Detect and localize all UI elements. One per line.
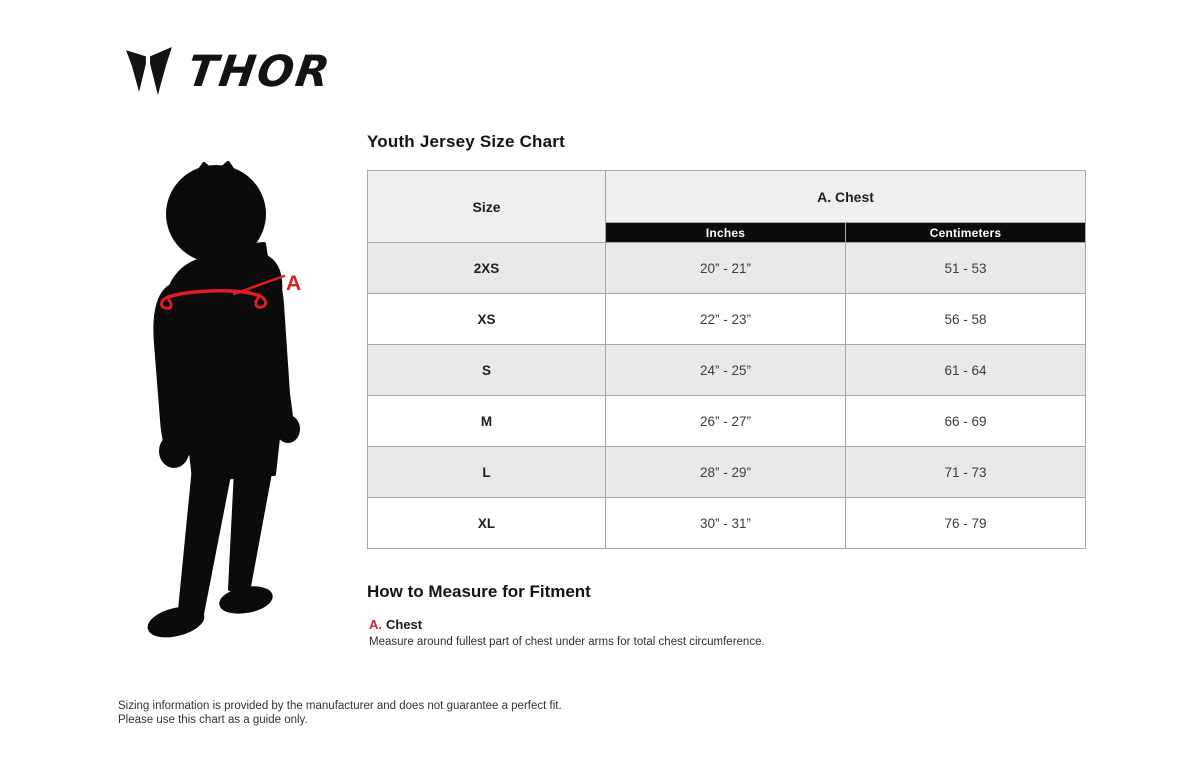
- table-row: [368, 447, 1086, 498]
- cell-centimeters: 56 - 58: [846, 294, 1086, 345]
- disclaimer-line-1: Sizing information is provided by the manufacturer and does not guarantee a perfect fit.: [118, 700, 562, 712]
- size-chart-title: Youth Jersey Size Chart: [367, 132, 565, 151]
- sizing-disclaimer: [118, 699, 562, 727]
- cell-inches: 26” - 27”: [606, 396, 846, 447]
- table-row: [368, 294, 1086, 345]
- cell-size: M: [368, 396, 606, 447]
- column-header-size: Size: [368, 171, 606, 243]
- table-row: [368, 498, 1086, 549]
- child-silhouette-figure: [130, 162, 360, 662]
- measure-item-key: A.: [369, 617, 382, 632]
- measure-item-chest: [369, 617, 422, 632]
- cell-size: 2XS: [368, 243, 606, 294]
- silhouette-shape: [147, 163, 298, 640]
- cell-size: XL: [368, 498, 606, 549]
- brand-wordmark: THOR: [184, 47, 335, 97]
- measurement-a-label: A: [286, 272, 302, 295]
- disclaimer-line-2: Please use this chart as a guide only.: [118, 714, 308, 726]
- thor-horns-icon: [122, 46, 176, 96]
- brand-logo: [122, 46, 335, 97]
- cell-inches: 20” - 21”: [606, 243, 846, 294]
- cell-size: L: [368, 447, 606, 498]
- table-row: [368, 345, 1086, 396]
- table-row: [368, 243, 1086, 294]
- cell-centimeters: 61 - 64: [846, 345, 1086, 396]
- column-header-inches: Inches: [606, 223, 846, 243]
- cell-size: S: [368, 345, 606, 396]
- cell-centimeters: 66 - 69: [846, 396, 1086, 447]
- measure-item-description: Measure around fullest part of chest under arms for total chest circumference.: [369, 636, 765, 648]
- cell-size: XS: [368, 294, 606, 345]
- table-row: [368, 396, 1086, 447]
- size-table-body: [368, 243, 1086, 549]
- cell-inches: 24” - 25”: [606, 345, 846, 396]
- cell-inches: 28” - 29”: [606, 447, 846, 498]
- size-chart-table: [367, 170, 1086, 549]
- column-header-chest: A. Chest: [606, 171, 1086, 223]
- cell-centimeters: 51 - 53: [846, 243, 1086, 294]
- measure-item-name: Chest: [386, 617, 423, 632]
- cell-centimeters: 76 - 79: [846, 498, 1086, 549]
- cell-inches: 30” - 31”: [606, 498, 846, 549]
- cell-inches: 22” - 23”: [606, 294, 846, 345]
- column-header-centimeters: Centimeters: [846, 223, 1086, 243]
- cell-centimeters: 71 - 73: [846, 447, 1086, 498]
- measure-section-heading: How to Measure for Fitment: [367, 582, 591, 601]
